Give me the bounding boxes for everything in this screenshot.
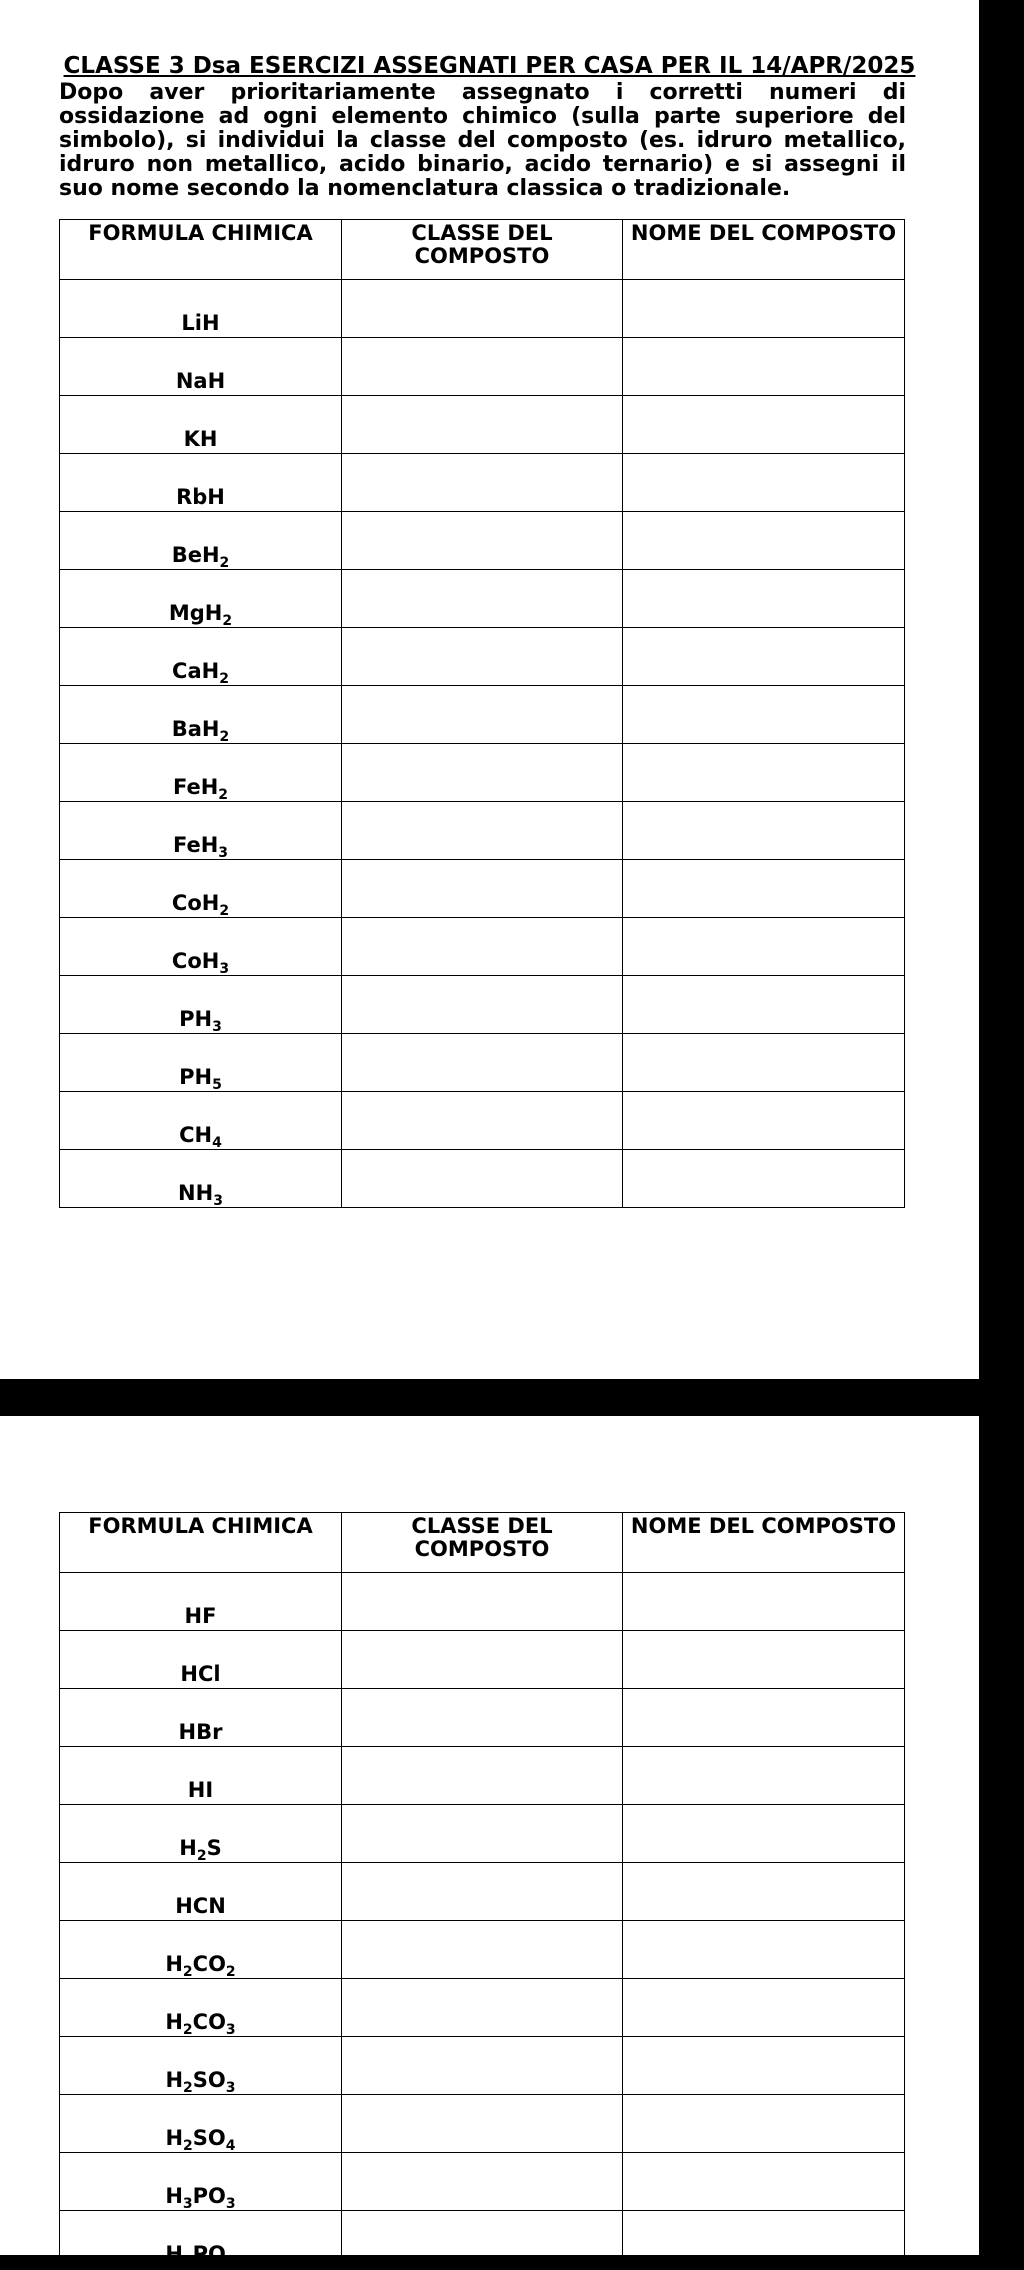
table-row [60,976,905,1034]
formula-text: S [206,1836,222,1860]
formula-text: H [165,1952,183,1976]
classe-answer-cell[interactable] [342,2211,623,2269]
formula-text: HI [187,1778,214,1802]
formula-subscript: 3 [225,2022,236,2039]
dark-margin [979,0,1024,2255]
table-row [60,744,905,802]
classe-answer-cell[interactable] [342,512,623,570]
table-row [60,570,905,628]
formula-text: HF [184,1604,217,1628]
formula-cell [60,512,342,570]
nome-answer-cell[interactable] [623,1747,905,1805]
formula-text: FeH [172,833,219,857]
table-body [60,1573,905,2269]
nome-answer-cell[interactable] [623,1979,905,2037]
nome-answer-cell[interactable] [623,918,905,976]
nome-answer-cell[interactable] [623,454,905,512]
classe-answer-cell[interactable] [342,2153,623,2211]
instructions-paragraph: Dopo aver prioritariamente assegnato i corretti numeri di ossidazione ad ogni elemento chimico (sulla parte superiore del simbolo), si individui la classe del composto (es. idruro metallico, idruro non metallico, acido binario, acido ternario) e si assegni il suo nome secondo la nomenclatura classica o tradizionale. [59,80,906,201]
table-header-row [60,1513,905,1573]
nome-answer-cell[interactable] [623,1921,905,1979]
classe-answer-cell[interactable] [342,338,623,396]
table-row [60,802,905,860]
table-row [60,1034,905,1092]
formula-text: HCN [175,1894,226,1918]
table-body [60,280,905,1208]
formula-text: RbH [176,485,225,509]
classe-answer-cell[interactable] [342,1921,623,1979]
formula-text: CO [192,2010,226,2034]
formula-subscript: 2 [219,555,230,572]
formula-cell [60,976,342,1034]
nome-answer-cell[interactable] [623,570,905,628]
formula-text: H [179,1836,197,1860]
formula-cell [60,280,342,338]
classe-answer-cell[interactable] [342,1092,623,1150]
formula-cell [60,570,342,628]
formula-text: NaH [175,369,226,393]
formula-text: NH [178,1181,214,1205]
hydrides-table [59,219,905,1208]
formula-cell [60,1921,342,1979]
classe-answer-cell[interactable] [342,802,623,860]
table-row [60,2211,905,2269]
header-nome: NOME DEL COMPOSTO [623,1513,905,1573]
formula-subscript: 5 [212,1077,222,1094]
formula-cell [60,2095,342,2153]
formula-cell [60,2037,342,2095]
formula-subscript: 2 [219,903,230,920]
classe-answer-cell[interactable] [342,976,623,1034]
classe-answer-cell[interactable] [342,1689,623,1747]
formula-cell [60,918,342,976]
formula-cell [60,1863,342,1921]
formula-text: CO [192,1952,226,1976]
classe-answer-cell[interactable] [342,686,623,744]
nome-answer-cell[interactable] [623,338,905,396]
classe-answer-cell[interactable] [342,1747,623,1805]
nome-answer-cell[interactable] [623,976,905,1034]
formula-text: CoH [171,949,220,973]
nome-answer-cell[interactable] [623,744,905,802]
formula-text: PO [192,2242,226,2266]
formula-text: H [165,2242,183,2266]
table-row [60,454,905,512]
page-title: CLASSE 3 Dsa ESERCIZI ASSEGNATI PER CASA PER IL 14/APR/2025 [63,53,916,79]
formula-cell [60,686,342,744]
nome-answer-cell[interactable] [623,396,905,454]
formula-text: CH [179,1123,213,1147]
formula-cell [60,1805,342,1863]
formula-subscript: 2 [182,2022,193,2039]
formula-subscript: 3 [225,2080,236,2097]
nome-answer-cell[interactable] [623,1092,905,1150]
formula-cell [60,1150,342,1208]
classe-answer-cell[interactable] [342,628,623,686]
formula-cell [60,1034,342,1092]
formula-subscript: 2 [196,1848,207,1865]
formula-text: PH [179,1007,213,1031]
formula-cell [60,396,342,454]
formula-subscript: 2 [219,729,230,746]
nome-answer-cell[interactable] [623,512,905,570]
header-nome: NOME DEL COMPOSTO [623,220,905,280]
table-row [60,1689,905,1747]
formula-text: LiH [181,311,220,335]
formula-subscript: 3 [213,1193,223,1210]
header-formula: FORMULA CHIMICA [60,220,342,280]
formula-cell [60,744,342,802]
formula-subscript: 4 [225,2138,236,2155]
table-row [60,396,905,454]
formula-text: BaH [171,717,220,741]
formula-text: PH [179,1065,213,1089]
formula-subscript: 3 [219,961,230,978]
table-row [60,512,905,570]
classe-answer-cell[interactable] [342,2095,623,2153]
classe-answer-cell[interactable] [342,1150,623,1208]
formula-cell [60,628,342,686]
formula-text: H [165,2010,183,2034]
formula-subscript: 3 [182,2196,193,2213]
table-row [60,2153,905,2211]
formula-cell [60,2153,342,2211]
formula-text: MgH [168,601,223,625]
formula-text: H [165,2126,184,2150]
formula-subscript: 2 [222,613,233,630]
formula-cell [60,454,342,512]
table-row [60,1150,905,1208]
classe-answer-cell[interactable] [342,1805,623,1863]
nome-answer-cell[interactable] [623,802,905,860]
table-row [60,1631,905,1689]
formula-subscript: 3 [218,845,229,862]
formula-subscript: 3 [225,2196,236,2213]
table-row [60,686,905,744]
formula-subscript: 3 [182,2254,193,2270]
formula-cell [60,1747,342,1805]
formula-text: SO [192,2126,226,2150]
formula-cell [60,1092,342,1150]
formula-subscript: 2 [218,787,229,804]
table-row [60,1921,905,1979]
formula-text: CoH [171,891,220,915]
formula-subscript: 2 [225,1964,236,1981]
formula-text: HBr [178,1720,223,1744]
formula-cell [60,1573,342,1631]
table-row [60,1092,905,1150]
formula-subscript: 2 [182,1964,193,1981]
table-row [60,918,905,976]
classe-answer-cell[interactable] [342,860,623,918]
formula-cell [60,1631,342,1689]
formula-subscript: 4 [212,1135,222,1152]
nome-answer-cell[interactable] [623,1631,905,1689]
nome-answer-cell[interactable] [623,1805,905,1863]
nome-answer-cell[interactable] [623,686,905,744]
formula-subscript: 3 [212,1019,222,1036]
header-classe: CLASSE DEL COMPOSTO [342,220,623,280]
table-row [60,628,905,686]
formula-text: KH [183,427,218,451]
nome-answer-cell[interactable] [623,860,905,918]
formula-subscript: 2 [183,2080,193,2097]
table-row [60,2037,905,2095]
table-row [60,1573,905,1631]
classe-answer-cell[interactable] [342,1631,623,1689]
formula-cell [60,1689,342,1747]
formula-text: CaH [172,659,220,683]
table-row [60,1747,905,1805]
classe-answer-cell[interactable] [342,1979,623,2037]
formula-text: H [165,2184,183,2208]
classe-answer-cell[interactable] [342,1863,623,1921]
classe-answer-cell[interactable] [342,280,623,338]
classe-answer-cell[interactable] [342,1573,623,1631]
classe-answer-cell[interactable] [342,454,623,512]
nome-answer-cell[interactable] [623,2211,905,2269]
formula-cell [60,2211,342,2269]
nome-answer-cell[interactable] [623,1573,905,1631]
formula-text: FeH [172,775,219,799]
header-formula: FORMULA CHIMICA [60,1513,342,1573]
document-page-2 [0,1416,979,2270]
formula-subscript: 4 [225,2254,236,2270]
formula-text: BeH [171,543,220,567]
nome-answer-cell[interactable] [623,2037,905,2095]
formula-text: HCl [180,1662,221,1686]
table-row [60,1863,905,1921]
table-row [60,2095,905,2153]
formula-subscript: 2 [219,671,229,688]
table-row [60,1805,905,1863]
classe-answer-cell[interactable] [342,918,623,976]
table-row [60,280,905,338]
table-header-row [60,220,905,280]
nome-answer-cell[interactable] [623,1689,905,1747]
table-row [60,338,905,396]
formula-text: SO [192,2068,226,2092]
nome-answer-cell[interactable] [623,2153,905,2211]
formula-cell [60,338,342,396]
classe-answer-cell[interactable] [342,570,623,628]
formula-text: PO [192,2184,226,2208]
formula-text: H [165,2068,184,2092]
formula-cell [60,802,342,860]
nome-answer-cell[interactable] [623,1863,905,1921]
classe-answer-cell[interactable] [342,744,623,802]
header-classe: CLASSE DEL COMPOSTO [342,1513,623,1573]
nome-answer-cell[interactable] [623,1034,905,1092]
classe-answer-cell[interactable] [342,2037,623,2095]
nome-answer-cell[interactable] [623,2095,905,2153]
table-row [60,1979,905,2037]
classe-answer-cell[interactable] [342,1034,623,1092]
table-row [60,860,905,918]
formula-cell [60,1979,342,2037]
acids-table [59,1512,905,2269]
formula-subscript: 2 [183,2138,193,2155]
nome-answer-cell[interactable] [623,1150,905,1208]
formula-cell [60,860,342,918]
nome-answer-cell[interactable] [623,628,905,686]
nome-answer-cell[interactable] [623,280,905,338]
classe-answer-cell[interactable] [342,396,623,454]
